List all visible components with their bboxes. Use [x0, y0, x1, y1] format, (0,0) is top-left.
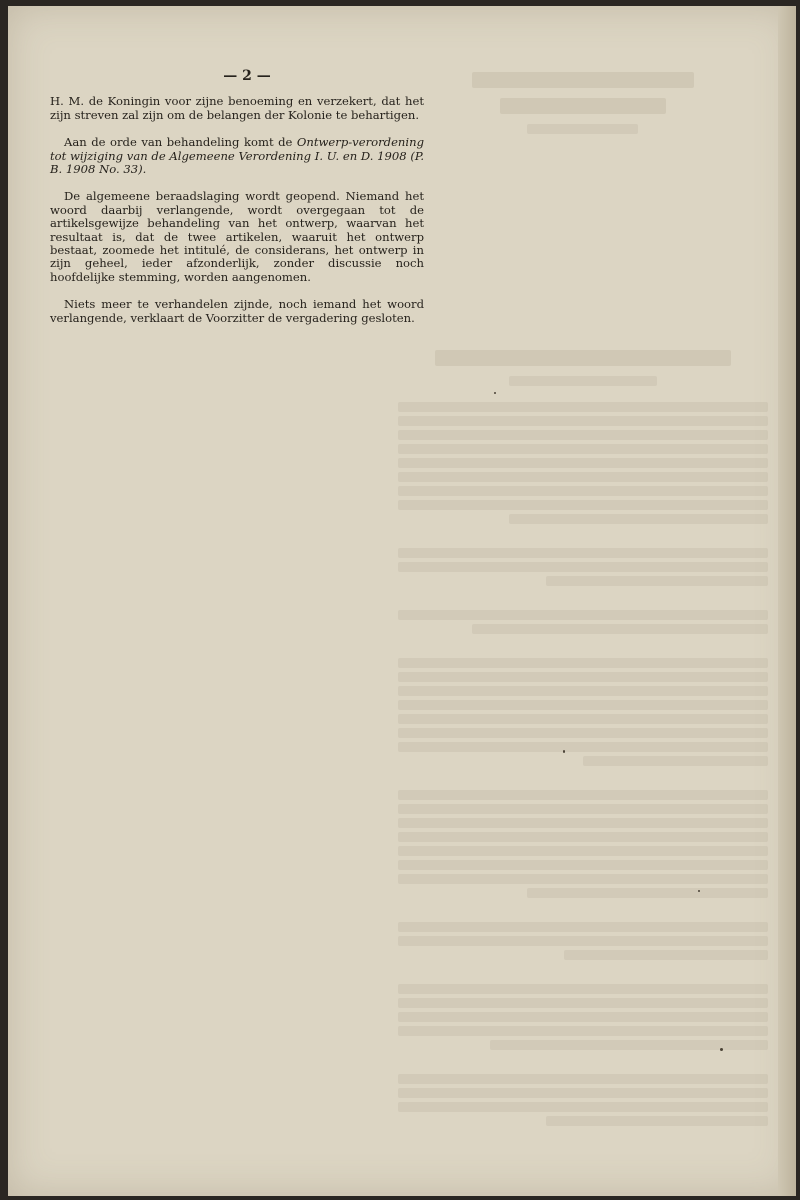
ordinance-title: Ontwerp-verordening tot wijziging van de Algemeene Verordening I. U. en D. 1908 (P. B. 1908 No. 33). [50, 135, 424, 177]
text-column [50, 70, 424, 339]
paper-speck [494, 392, 496, 394]
page-number: — 2 — [223, 68, 271, 84]
paragraph-closing-remarks: H. M. de Koningin voor zijne benoeming en verzekert, dat het zijn streven zal zijn om de belangen der Kolonie te behartigen. [50, 94, 424, 122]
paper-speck [720, 1048, 723, 1051]
paragraph-agenda-item [50, 136, 424, 176]
agenda-intro-text: Aan de orde van behandeling komt de [64, 135, 297, 150]
paragraph-deliberation: De algemeene beraadslaging wordt geopend. Niemand het woord daarbij verlangende, wordt overgegaan tot de artikelsgewijze behandeling van het ontwerp, waarvan het resultaat is, dat de twee artikelen, waaruit het ontwerp bestaat, zoomede het intitulé, de considerans, het ontwerp in zijn geheel, ieder afzonderlijk, zonder discussie noch hoofdelijke stemming, worden aangenomen. [50, 189, 424, 284]
document-page [8, 6, 796, 1196]
bleed-through-text [398, 66, 768, 1130]
paper-speck [563, 750, 565, 753]
page-edge-shadow [778, 6, 796, 1196]
paragraph-meeting-closed: Niets meer te verhandelen zijnde, noch iemand het woord verlangende, verklaart de Voorzitter de vergadering gesloten. [50, 297, 424, 325]
paper-speck [698, 890, 700, 892]
